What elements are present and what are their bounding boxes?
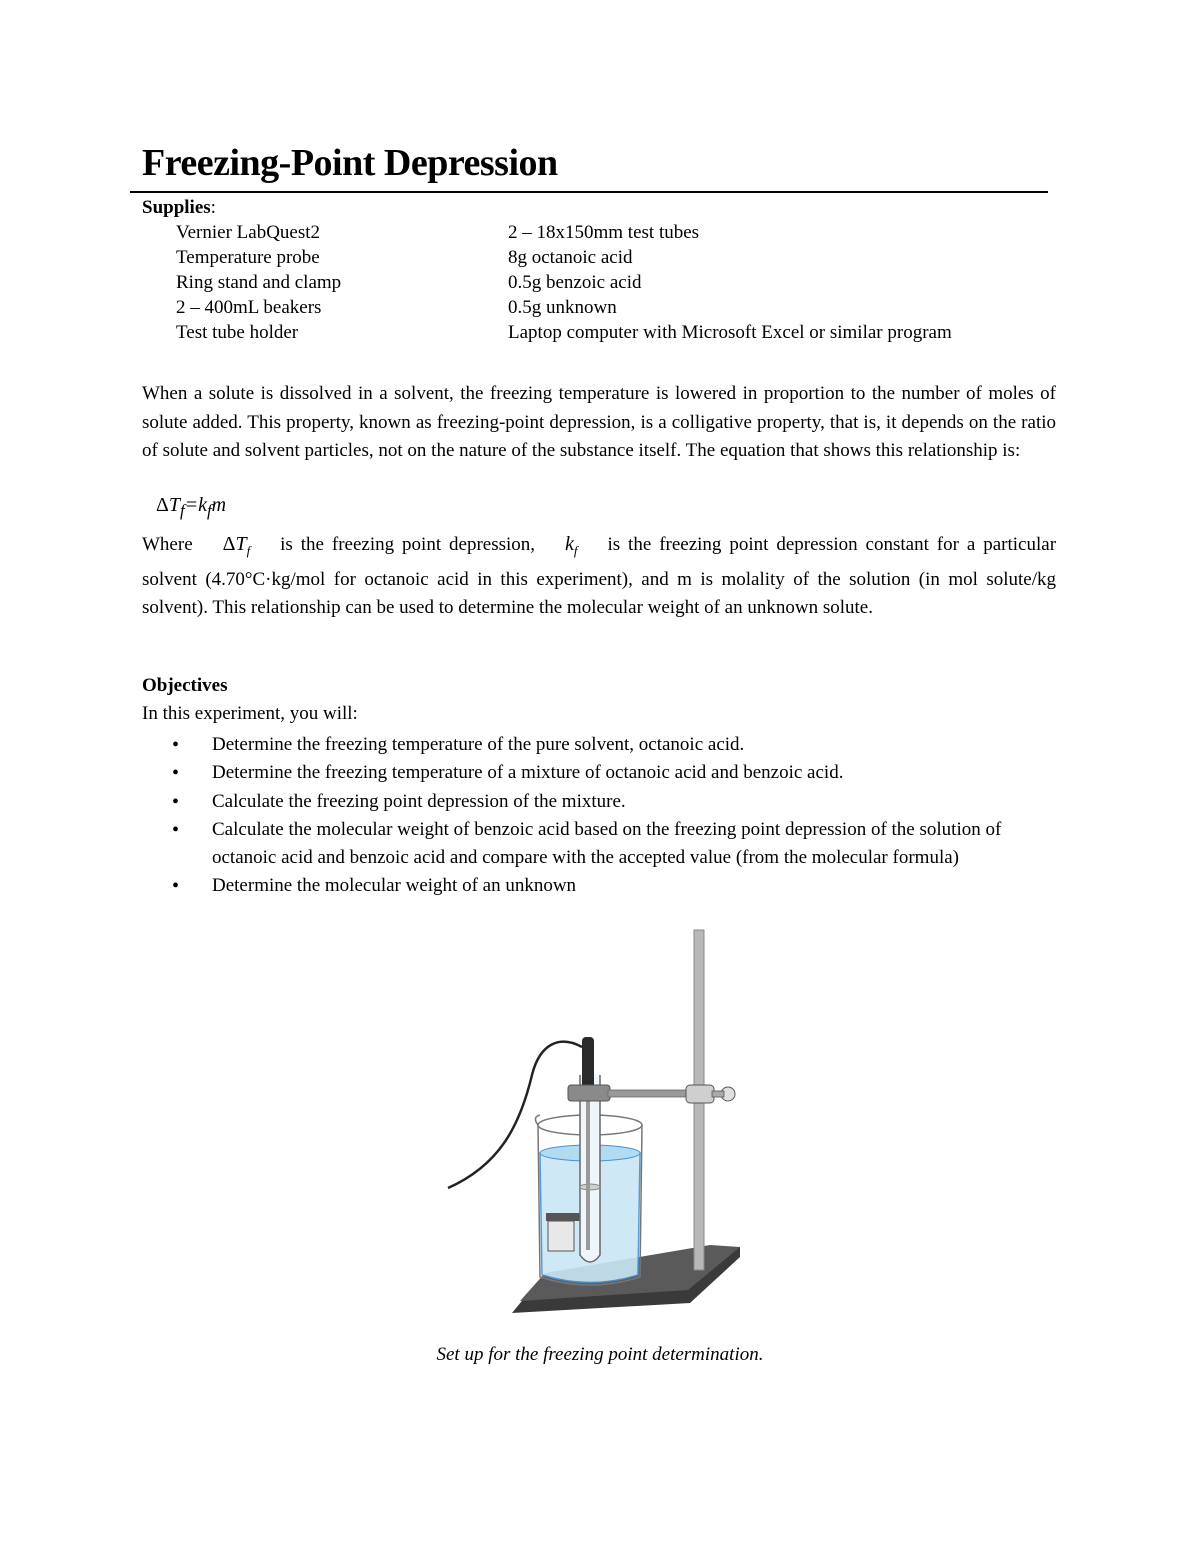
probe-handle <box>582 1037 594 1092</box>
list-item <box>172 872 1032 900</box>
list-item <box>172 816 1032 873</box>
bullet-icon: • <box>172 734 180 756</box>
supply-item: 0.5g benzoic acid <box>508 272 642 293</box>
delta-tf-symbol <box>223 530 251 566</box>
title-underline <box>130 191 1048 193</box>
eq-m: m <box>211 494 227 516</box>
bullet-icon: • <box>172 875 180 898</box>
supplies-label-text: Supplies <box>142 197 211 218</box>
beaker-label-band <box>546 1213 582 1221</box>
page-title: Freezing-Point Depression <box>142 142 558 184</box>
intro-paragraph: When a solute is dissolved in a solvent, the freezing temperature is lowered in proportion to the number of moles of solute added. This property, known as freezing-point depression, is a colligative property, that is, it depends on the ratio of solute and solvent particles, not on the nature of the substance itself. The equation that shows this relationship is: <box>142 383 1056 461</box>
where-mid: is the freezing point depression, <box>280 534 536 555</box>
objectives-intro: In this experiment, you will: <box>142 703 358 724</box>
supply-item: Temperature probe <box>176 247 320 268</box>
where-prefix: Where <box>142 534 193 555</box>
bullet-icon: • <box>172 818 180 841</box>
t-sub-f: f <box>246 543 251 558</box>
objective-text: Calculate the molecular weight of benzoic acid based on the freezing point depression of the solution of octanoic acid and benzoic acid and compare with the accepted value (from the molecular formula) <box>212 818 1002 869</box>
supply-item: 8g octanoic acid <box>508 247 633 268</box>
k-sub-f: f <box>573 543 578 558</box>
supplies-colon: : <box>210 197 216 218</box>
objective-text: Determine the freezing temperature of the pure solvent, octanoic acid. <box>212 734 745 755</box>
eq-sub-f: f <box>180 501 185 520</box>
objective-text: Determine the freezing temperature of a mixture of octanoic acid and benzoic acid. <box>212 762 844 784</box>
eq-delta: Δ <box>156 494 169 516</box>
objectives-list <box>172 731 1032 901</box>
delta-symbol: Δ <box>222 533 236 555</box>
objective-text: Determine the molecular weight of an unknown <box>212 875 577 897</box>
supply-item: Laptop computer with Microsoft Excel or similar program <box>508 322 952 343</box>
supplies-list <box>176 220 1068 345</box>
clamp-screw-shaft <box>712 1091 724 1097</box>
objectives-heading: Objectives <box>142 675 228 696</box>
supply-item: Test tube holder <box>176 322 299 343</box>
clamp-holder <box>686 1085 714 1103</box>
objective-text: Calculate the freezing point depression of the mixture. <box>212 790 626 812</box>
clamp-head <box>568 1085 610 1101</box>
figure-caption: Set up for the freezing point determination. <box>436 1344 764 1365</box>
supply-item: Ring stand and clamp <box>176 272 342 293</box>
supply-item: 2 – 400mL beakers <box>176 297 322 318</box>
clamp-arm <box>608 1090 688 1097</box>
supply-item: 0.5g unknown <box>508 297 617 318</box>
k-symbol: k <box>565 533 574 555</box>
probe-rod <box>586 1090 590 1250</box>
list-item <box>172 731 1032 759</box>
list-item <box>172 759 1032 787</box>
bullet-icon: • <box>172 762 180 785</box>
eq-T: T <box>168 494 180 516</box>
where-paragraph <box>142 530 1056 623</box>
list-item <box>172 788 1032 816</box>
eq-equals-k: =k <box>184 494 208 516</box>
where-suffix: is the freezing point depression constant for a particular solvent (4.70°C·kg/mol for octanoic acid in this experiment), and m is molality of the solution (in mol solute/kg solvent). This relationship can be used to determine the molecular weight of an unknown solute. <box>142 534 1057 618</box>
apparatus-illustration <box>440 925 760 1320</box>
eq-k-sub-f: f <box>207 501 212 520</box>
kf-symbol <box>565 530 578 566</box>
freezing-point-equation <box>156 494 226 521</box>
bullet-icon: • <box>172 790 180 813</box>
supply-item: 2 – 18x150mm test tubes <box>508 222 700 243</box>
beaker-label <box>548 1221 574 1251</box>
supply-item: Vernier LabQuest2 <box>176 222 321 243</box>
t-symbol: T <box>235 533 247 555</box>
supplies-heading <box>142 197 216 219</box>
